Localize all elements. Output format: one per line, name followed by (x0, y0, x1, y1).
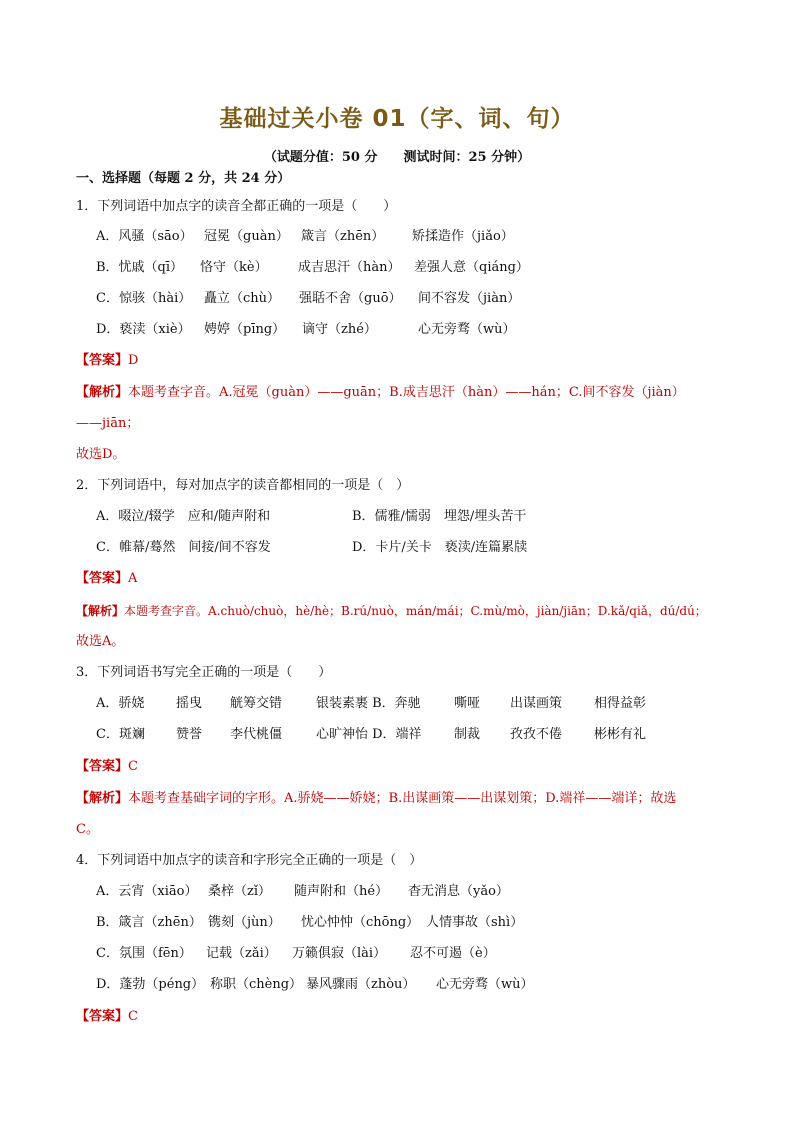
explanation-text: 本题考查字音。A.冠冕（guàn）——guān；B.成吉思汗（hàn）——hán；C.间不容发（jiàn） (128, 385, 685, 400)
option-item: B．箴言（zhēn） (96, 915, 202, 930)
answer-value: C (128, 1009, 138, 1024)
option-item: 随声附和（hé） (294, 884, 389, 899)
option-item: 相得益彰 (594, 696, 647, 711)
option-item: 暴风骤雨（zhòu） (306, 977, 416, 992)
section-heading: 一、选择题（每题 2 分，共 24 分） (76, 171, 291, 186)
question-1-explanation-cont: ——jiān； (76, 416, 140, 431)
option-item: 赞誉 (176, 727, 203, 742)
question-2-explanation (76, 602, 707, 620)
option-item: A．风骚（sāo） (96, 229, 193, 244)
option-item: B．儒雅/懦弱 埋怨/埋头苦干 (352, 509, 527, 524)
question-1-explanation (76, 384, 685, 402)
option-item: 矫揉造作（jiǎo） (412, 229, 514, 244)
option-item: 箴言（zhēn） (301, 229, 385, 244)
answer-tag: 【答案】 (76, 1009, 129, 1024)
option-item: 李代桃僵 (230, 727, 283, 742)
explanation-tag: 【解析】 (76, 385, 129, 400)
option-item: 彬彬有礼 (594, 727, 647, 742)
option-item: 心无旁骛（wù） (436, 977, 534, 992)
answer-value: D (128, 353, 139, 368)
question-3-answer (76, 758, 138, 776)
question-3-explanation (76, 790, 676, 808)
option-item: 觥筹交错 (230, 696, 283, 711)
answer-value: A (128, 571, 138, 586)
option-item: 桑梓（zǐ） (208, 884, 272, 899)
option-item: 强聒不舍（guō） (299, 291, 402, 306)
option-item: 间不容发（jiàn） (418, 291, 521, 306)
question-2-answer (76, 570, 137, 588)
option-item: D．亵渎（xiè） (96, 322, 191, 337)
option-item: 出谋画策 (510, 696, 563, 711)
option-item: 娉婷（pīng） (204, 322, 286, 337)
option-item: 记载（zǎi） (206, 946, 277, 961)
question-3-stem: 3．下列词语书写完全正确的一项是（ ） (76, 665, 332, 680)
option-item: C．帷幕/蓦然 间接/间不容发 (96, 540, 271, 555)
option-item: 心无旁骛（wù） (418, 322, 516, 337)
option-item: 嘶哑 (454, 696, 481, 711)
option-item: 称职（chèng） (210, 977, 303, 992)
option-item: 恪守（kè） (200, 260, 268, 275)
answer-tag: 【答案】 (76, 353, 129, 368)
option-item: 成吉思汗（hàn） (298, 260, 401, 275)
explanation-text: 本题考查字音。A.chuò/chuò，hè/hè；B.rú/nuò，mán/mái；C.mù/mò，jiàn/jiān；D.kǎ/qiǎ，dú/dú； (124, 604, 707, 618)
option-item: 差强人意（qiáng） (414, 260, 529, 275)
option-item: C．惊骇（hài） (96, 291, 192, 306)
option-item: 忧心忡忡（chōng） (301, 915, 420, 930)
option-item: 人情事故（shì） (426, 915, 524, 930)
answer-tag: 【答案】 (76, 571, 129, 586)
option-item: 心旷神怡 D．端祥 (316, 727, 422, 742)
option-item: 万籁俱寂（lài） (292, 946, 387, 961)
answer-tag: 【答案】 (76, 759, 129, 774)
page-subtitle: （试题分值：50 分 测试时间：25 分钟） (263, 150, 531, 165)
option-item: B．忧戚（qī） (96, 260, 184, 275)
page-title: 基础过关小卷 01（字、词、句） (219, 106, 575, 132)
question-4-answer (76, 1008, 138, 1026)
option-item: 孜孜不倦 (510, 727, 563, 742)
option-item: 银装素裹 B．奔驰 (316, 696, 421, 711)
option-item: D．蓬勃（péng） (96, 977, 205, 992)
question-2-stem: 2．下列词语中，每对加点字的读音都相同的一项是（ ） (76, 478, 410, 493)
question-2-conclusion: 故选A。 (76, 634, 125, 649)
explanation-tag: 【解析】 (76, 604, 125, 618)
answer-value: C (128, 759, 138, 774)
option-item: A．骄娆 (96, 696, 145, 711)
question-1-conclusion: 故选D。 (76, 447, 126, 462)
option-item: 矗立（chù） (204, 291, 281, 306)
option-item: 谪守（zhé） (302, 322, 377, 337)
option-item: 忍不可遏（è） (410, 946, 496, 961)
option-item: D．卡片/关卡 亵渎/连篇累牍 (352, 540, 528, 555)
option-item: A．云宵（xiāo） (96, 884, 198, 899)
explanation-tag: 【解析】 (76, 791, 129, 806)
explanation-text: 本题考查基础字词的字形。A.骄娆——娇娆；B.出谋画策——出谋划策；D.端祥——端详；故选 (128, 791, 677, 806)
option-item: C．斑斓 (96, 727, 145, 742)
option-item: 镌刻（jùn） (208, 915, 281, 930)
option-item: A．啜泣/辍学 应和/随声附和 (96, 509, 271, 524)
question-3-explanation-cont: C。 (76, 822, 99, 837)
option-item: 制裁 (454, 727, 481, 742)
option-item: 杳无消息（yǎo） (408, 884, 509, 899)
question-1-answer (76, 352, 138, 370)
question-1-stem: 1．下列词语中加点字的读音全都正确的一项是（ ） (76, 199, 397, 214)
question-4-stem: 4．下列词语中加点字的读音和字形完全正确的一项是（ ） (76, 853, 423, 868)
option-item: 冠冕（guàn） (204, 229, 289, 244)
option-item: 摇曳 (176, 696, 203, 711)
option-item: C．氛围（fēn） (96, 946, 192, 961)
